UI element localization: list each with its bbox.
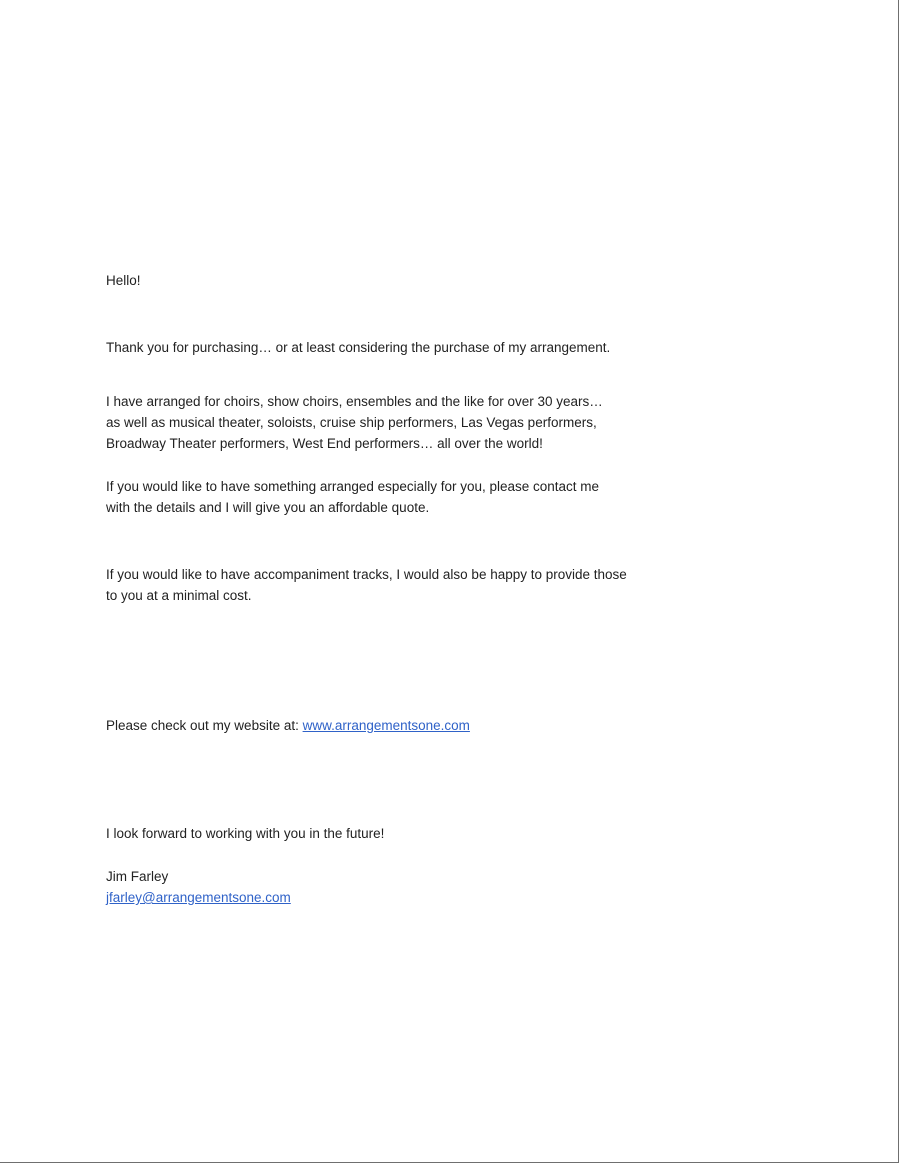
experience-line-3: Broadway Theater performers, West End performers… all over the world! — [106, 436, 543, 451]
custom-arrangement-line-1: If you would like to have something arranged especially for you, please contact me — [106, 479, 600, 494]
experience-line-2: as well as musical theater, soloists, cruise ship performers, Las Vegas performers, — [106, 415, 597, 430]
signature-email-line — [106, 887, 291, 908]
accompaniment-tracks-line-1: If you would like to have accompaniment tracks, I would also be happy to provide those — [106, 567, 627, 582]
experience-line-1: I have arranged for choirs, show choirs, ensembles and the like for over 30 years… — [106, 394, 603, 409]
signature-name: Jim Farley — [106, 869, 169, 884]
closing-text: I look forward to working with you in the future! — [106, 826, 385, 841]
thanks-text: Thank you for purchasing… or at least considering the purchase of my arrangement. — [106, 340, 611, 355]
custom-arrangement-line-2: with the details and I will give you an affordable quote. — [106, 500, 430, 515]
email-link[interactable]: jfarley@arrangementsone.com — [106, 890, 291, 905]
website-line — [106, 715, 470, 736]
website-label: Please check out my website at: — [106, 718, 303, 733]
website-link[interactable]: www.arrangementsone.com — [302, 718, 470, 733]
accompaniment-tracks-line-2: to you at a minimal cost. — [106, 588, 252, 603]
greeting-text: Hello! — [106, 273, 141, 288]
